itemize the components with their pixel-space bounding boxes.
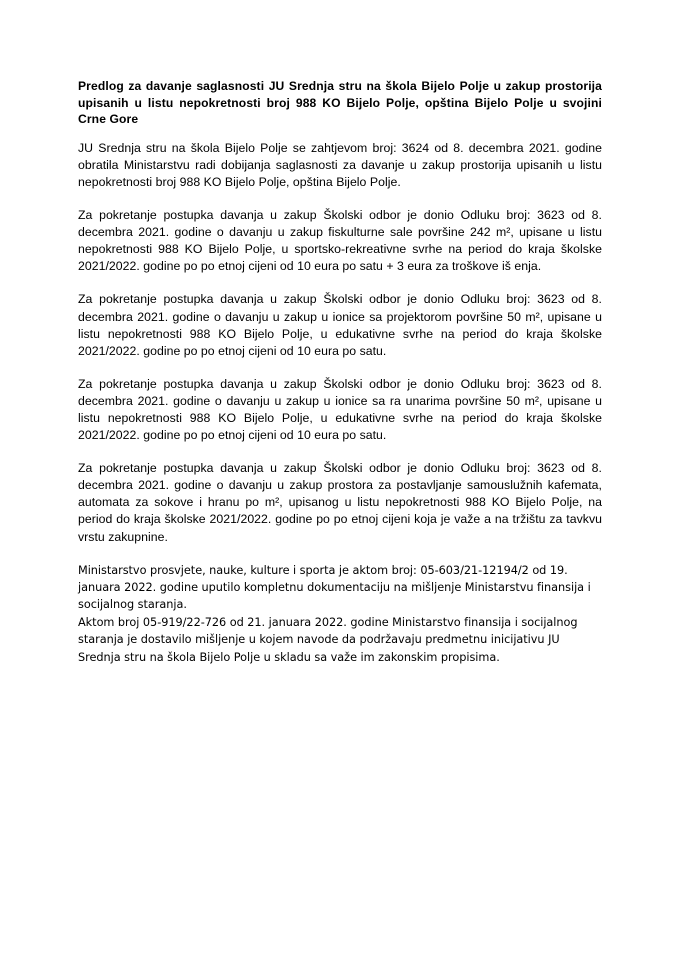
- paragraph-odluka-automati: Za pokretanje postupka davanja u zakup Školski odbor je donio Odluku broj: 3623 od 8. decembra 2021. godine o davanju u zakup prostora za postavljanje samouslužnih kafemata, automata za sokove i hranu po m², upisanog u listu nepokretnosti 988 KO Bijelo Polje, na period do kraja školske 2021/2022. godine po po etnoj cijeni koja je važe a na tržištu za tavkvu vrstu zakupnine.: [78, 461, 602, 544]
- paragraph-odluka-ucionice-projektor: Za pokretanje postupka davanja u zakup Školski odbor je donio Odluku broj: 3623 od 8. decembra 2021. godine o davanju u zakup u ionice sa projektorom površine 50 m², upisane u listu nepokretnosti 988 KO Bijelo Polje, u edukativne svrhe na period do kraja školske 2021/2022. godine po po etnoj cijeni od 10 eura po satu.: [78, 292, 602, 358]
- paragraph-odluka-fiskulturna-sala: Za pokretanje postupka davanja u zakup Školski odbor je donio Odluku broj: 3623 od 8. decembra 2021. godine o davanju u zakup fiskulturne sale površine 242 m², upisane u listu nepokretnosti 988 KO Bijelo Polje, u sportsko-rekreativne svrhe na period do kraja školske 2021/2022. godine po po etnoj cijeni od 10 eura po satu + 3 eura za troškove iš enja.: [78, 208, 602, 274]
- paragraph-ministarstvo-finansija: Aktom broj 05-919/22-726 od 21. januara 2022. godine Ministarstvo finansija i socijalnog staranja je dostavilo mišljenje u kojem navode da podržavaju predmetnu inicijativu JU Srednja stru na škola Bijelo Polje u skladu sa važe im zakonskim propisima.: [78, 615, 578, 664]
- document-content: [78, 78, 602, 666]
- ministry-opinions-block: [78, 562, 602, 666]
- paragraph-intro: JU Srednja stru na škola Bijelo Polje se zahtjevom broj: 3624 od 8. decembra 2021. godine obratila Ministarstvu radi dobijanja saglasnosti za davanje u zakup prostorija upisanih u listu nepokretnosti broj 988 KO Bijelo Polje, opština Bijelo Polje.: [78, 140, 602, 189]
- paragraph-ministarstvo-prosvjete: Ministarstvo prosvjete, nauke, kulture i sporta je aktom broj: 05-603/21-12194/2 od 19. januara 2022. godine uputilo kompletnu dokumentaciju na mišljenje Ministarstvu finansija i socijalnog staranja.: [78, 563, 591, 612]
- paragraph-odluka-ucionice-racunari: Za pokretanje postupka davanja u zakup Školski odbor je donio Odluku broj: 3623 od 8. decembra 2021. godine o davanju u zakup u ionice sa ra unarima površine 50 m², upisane u listu nepokretnosti 988 KO Bijelo Polje, u edukativne svrhe na period do kraja školske 2021/2022. godine po po etnoj cijeni od 10 eura po satu.: [78, 376, 602, 443]
- page-title: Predlog za davanje saglasnosti JU Srednja stru na škola Bijelo Polje u zakup prostorija upisanih u listu nepokretnosti broj 988 KO Bijelo Polje, opština Bijelo Polje u svojini Crne Gore: [78, 79, 602, 127]
